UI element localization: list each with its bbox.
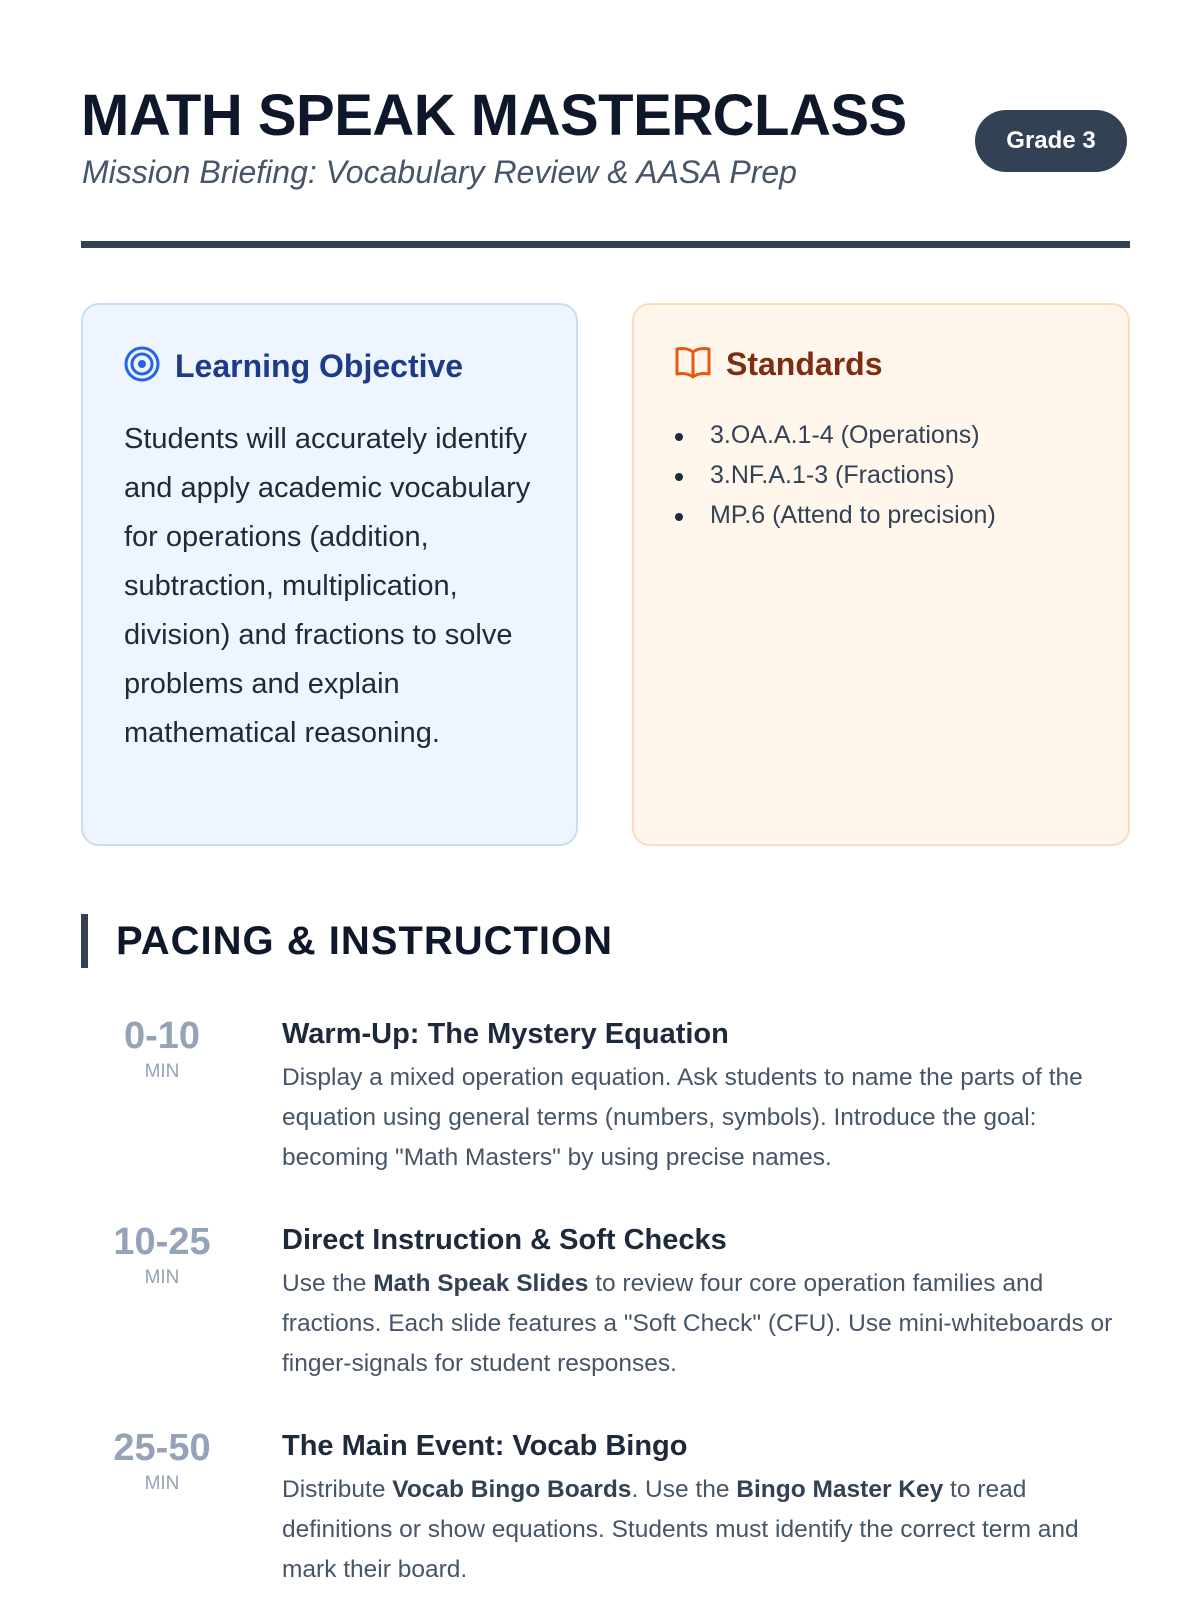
- emphasized-term: Vocab Bingo Boards: [392, 1476, 632, 1503]
- time-block: [81, 1014, 243, 1086]
- standards-card: [632, 303, 1130, 846]
- time-range: 25-50: [113, 1427, 211, 1469]
- pacing-description: Display a mixed operation equation. Ask students to name the parts of the equation using general terms (numbers, symbols). Introduce the goal: becoming "Math Masters" by using precise names.: [282, 1064, 1083, 1171]
- page-subtitle: Mission Briefing: Vocabulary Review & AASA Prep: [82, 154, 797, 190]
- standard-item: MP.6 (Attend to precision): [674, 495, 996, 535]
- learning-objective-card: [81, 303, 578, 846]
- time-block: [81, 1220, 243, 1292]
- standards-heading: Standards: [726, 346, 883, 382]
- time-unit: MIN: [144, 1267, 180, 1288]
- pacing-section-header: [81, 914, 613, 968]
- objective-heading: Learning Objective: [175, 348, 464, 384]
- pacing-description: Distribute Vocab Bingo Boards. Use the Bingo Master Key to read definitions or show equations. Students must identify the correct term and mark their board.: [282, 1476, 1079, 1583]
- pacing-body: [282, 1220, 1130, 1384]
- pacing-title: Warm-Up: The Mystery Equation: [282, 1018, 729, 1050]
- time-range: 10-25: [113, 1221, 211, 1263]
- pacing-description: Use the Math Speak Slides to review four core operation families and fractions. Each slide features a "Soft Check" (CFU). Use mini-whiteboards or finger-signals for student responses.: [282, 1270, 1113, 1377]
- standard-item: 3.OA.A.1-4 (Operations): [674, 415, 996, 455]
- objective-text: Students will accurately identify and apply academic vocabulary for operations (addition, subtraction, multiplication, division) and fractions to solve problems and explain mathematical reasoning.: [124, 423, 531, 749]
- time-range: 0-10: [123, 1015, 201, 1057]
- pacing-body: [282, 1426, 1130, 1590]
- grade-badge: Grade 3: [975, 110, 1127, 172]
- standards-header: [674, 345, 882, 384]
- pacing-body: [282, 1014, 1130, 1178]
- pacing-title: Direct Instruction & Soft Checks: [282, 1224, 727, 1256]
- emphasized-term: Math Speak Slides: [373, 1270, 589, 1297]
- objective-header: [123, 345, 463, 388]
- pacing-heading: PACING & INSTRUCTION: [116, 918, 614, 963]
- open-book-icon: [674, 345, 712, 384]
- pacing-title: The Main Event: Vocab Bingo: [282, 1430, 688, 1462]
- target-icon: [123, 345, 161, 388]
- header-divider: [81, 241, 1130, 248]
- time-unit: MIN: [144, 1473, 180, 1494]
- standards-list: [674, 415, 996, 535]
- emphasized-term: Bingo Master Key: [736, 1476, 944, 1503]
- standard-item: 3.NF.A.1-3 (Fractions): [674, 455, 996, 495]
- section-accent-bar: [81, 914, 88, 968]
- time-unit: MIN: [144, 1061, 180, 1082]
- time-block: [81, 1426, 243, 1498]
- page-title: MATH SPEAK MASTERCLASS: [81, 83, 907, 148]
